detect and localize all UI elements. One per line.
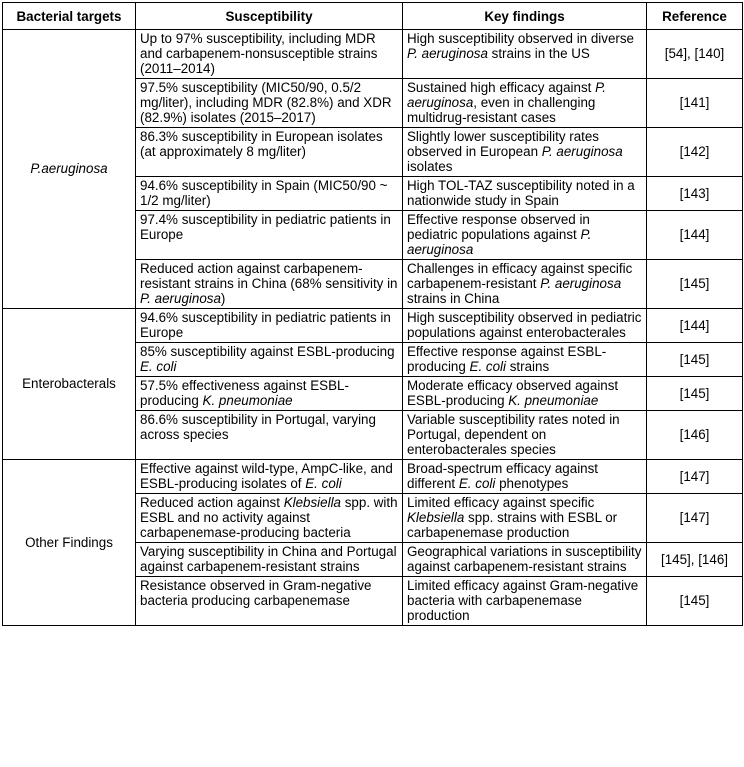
text-segment: 57.5% effectiveness against ESBL-producing [140,378,349,408]
italic-species-name: K. pneumoniae [508,393,599,408]
italic-species-name: Klebsiella [283,495,342,510]
text-segment: Limited efficacy against Gram-negative bacteria with carbapenemase production [407,578,639,623]
key-findings-cell [403,411,647,460]
text-segment: 97.5% susceptibility (MIC50/90, 0.5/2 mg/liter), including MDR (82.8%) and XDR (82.9%) isolates (2015–2017) [140,80,392,125]
bacterial-target-label: Enterobacterals [22,376,116,391]
header-row [3,3,743,30]
text-segment: Variable susceptibility rates noted in Portugal, dependent on enterobacterales species [407,412,620,457]
reference-cell: [142] [647,128,743,177]
key-findings-cell [403,177,647,211]
key-findings-cell [403,377,647,411]
reference-cell: [145] [647,343,743,377]
table-row [3,460,743,494]
bacterial-target-cell [3,309,136,460]
susceptibility-cell [136,260,403,309]
reference-cell: [146] [647,411,743,460]
text-segment: Geographical variations in susceptibility against carbapenem-resistant strains [407,544,642,574]
susceptibility-cell [136,79,403,128]
italic-species-name: E. coli [140,359,177,374]
susceptibility-cell [136,177,403,211]
susceptibility-cell [136,211,403,260]
text-segment: , even in challenging multidrug-resistant cases [407,95,596,125]
italic-species-name: P. aeruginosa [140,291,221,306]
header-susceptibility: Susceptibility [136,3,403,30]
text-segment: 86.6% susceptibility in Portugal, varying across species [140,412,376,442]
susceptibility-cell [136,460,403,494]
susceptibility-cell [136,543,403,577]
key-findings-cell [403,343,647,377]
reference-cell: [147] [647,460,743,494]
susceptibility-cell [136,494,403,543]
text-segment: High TOL-TAZ susceptibility noted in a nationwide study in Spain [407,178,635,208]
text-segment: High susceptibility observed in diverse [407,31,635,46]
italic-species-name: P. aeruginosa [407,227,592,257]
reference-cell: [143] [647,177,743,211]
italic-species-name: P. aeruginosa [540,276,622,291]
italic-species-name: P. aeruginosa [407,80,607,110]
key-findings-cell [403,30,647,79]
key-findings-cell [403,460,647,494]
reference-cell: [54], [140] [647,30,743,79]
key-findings-cell [403,543,647,577]
reference-cell: [141] [647,79,743,128]
key-findings-cell [403,494,647,543]
key-findings-cell [403,309,647,343]
text-segment: Slightly lower susceptibility rates observed in European [407,129,600,159]
bacterial-target-cell [3,30,136,309]
key-findings-cell [403,128,647,177]
text-segment: Resistance observed in Gram-negative bacteria producing carbapenemase [140,578,372,608]
text-segment: 94.6% susceptibility in Spain (MIC50/90 ~ 1/2 mg/liter) [140,178,388,208]
text-segment: phenotypes [495,476,569,491]
header-reference: Reference [647,3,743,30]
text-segment: strains [506,359,550,374]
text-segment: 94.6% susceptibility in pediatric patients in Europe [140,310,391,340]
susceptibility-cell [136,343,403,377]
text-segment: 97.4% susceptibility in pediatric patients in Europe [140,212,391,242]
text-segment: Varying susceptibility in China and Portugal against carbapenem-resistant strains [140,544,397,574]
text-segment: Limited efficacy against specific [407,495,595,510]
text-segment: Sustained high efficacy against [407,80,596,95]
susceptibility-cell [136,411,403,460]
text-segment: 86.3% susceptibility in European isolates (at approximately 8 mg/liter) [140,129,383,159]
text-segment: High susceptibility observed in pediatric populations against enterobacterales [407,310,642,340]
text-segment: isolates [407,159,453,174]
susceptibility-cell [136,30,403,79]
text-segment: Effective response observed in pediatric populations against [407,212,590,242]
reference-cell: [144] [647,211,743,260]
key-findings-cell [403,211,647,260]
text-segment: ) [220,291,226,306]
table-row [3,309,743,343]
text-segment: Reduced action against [140,495,284,510]
reference-cell: [145] [647,577,743,626]
italic-species-name: K. pneumoniae [202,393,293,408]
susceptibility-cell [136,377,403,411]
text-segment: Up to 97% susceptibility, including MDR and carbapenem-nonsusceptible strains (2011–2014) [140,31,378,76]
susceptibility-cell [136,128,403,177]
bacterial-target-label: Other Findings [25,534,113,550]
italic-species-name: E. coli [469,359,507,374]
reference-cell: [144] [647,309,743,343]
text-segment: Broad-spectrum efficacy against different [407,461,599,491]
susceptibility-table [2,2,743,626]
reference-cell: [145] [647,260,743,309]
header-bacterial-targets: Bacterial targets [3,3,136,30]
bacterial-target-cell [3,460,136,626]
text-segment: 85% susceptibility against ESBL-producing [140,344,395,359]
key-findings-cell [403,577,647,626]
text-segment: spp. with ESBL and no activity against carbapenemase-producing bacteria [140,495,398,540]
italic-species-name: P. aeruginosa [407,46,488,61]
text-segment: Effective response against ESBL-producing [407,344,607,374]
text-segment: Moderate efficacy observed against ESBL-producing [407,378,619,408]
reference-cell: [147] [647,494,743,543]
italic-species-name: E. coli [458,476,496,491]
text-segment: spp. strains with ESBL or carbapenemase production [407,510,618,540]
text-segment: Challenges in efficacy against specific carbapenem-resistant [407,261,633,291]
reference-cell: [145], [146] [647,543,743,577]
reference-cell: [145] [647,377,743,411]
italic-species-name: P. aeruginosa [541,144,623,159]
table-body [3,30,743,626]
italic-species-name: Klebsiella [407,510,465,525]
header-key-findings: Key findings [403,3,647,30]
text-segment: strains in China [407,291,500,306]
key-findings-cell [403,79,647,128]
key-findings-cell [403,260,647,309]
text-segment: strains in the US [487,46,590,61]
italic-species-name: E. coli [305,476,342,491]
susceptibility-cell [136,309,403,343]
susceptibility-cell [136,577,403,626]
bacterial-target-label: P.aeruginosa [30,161,108,176]
table-row [3,30,743,79]
text-segment: Reduced action against carbapenem-resistant strains in China (68% sensitivity in [140,261,398,291]
text-segment: Effective against wild-type, AmpC-like, and ESBL-producing isolates of [140,461,393,491]
